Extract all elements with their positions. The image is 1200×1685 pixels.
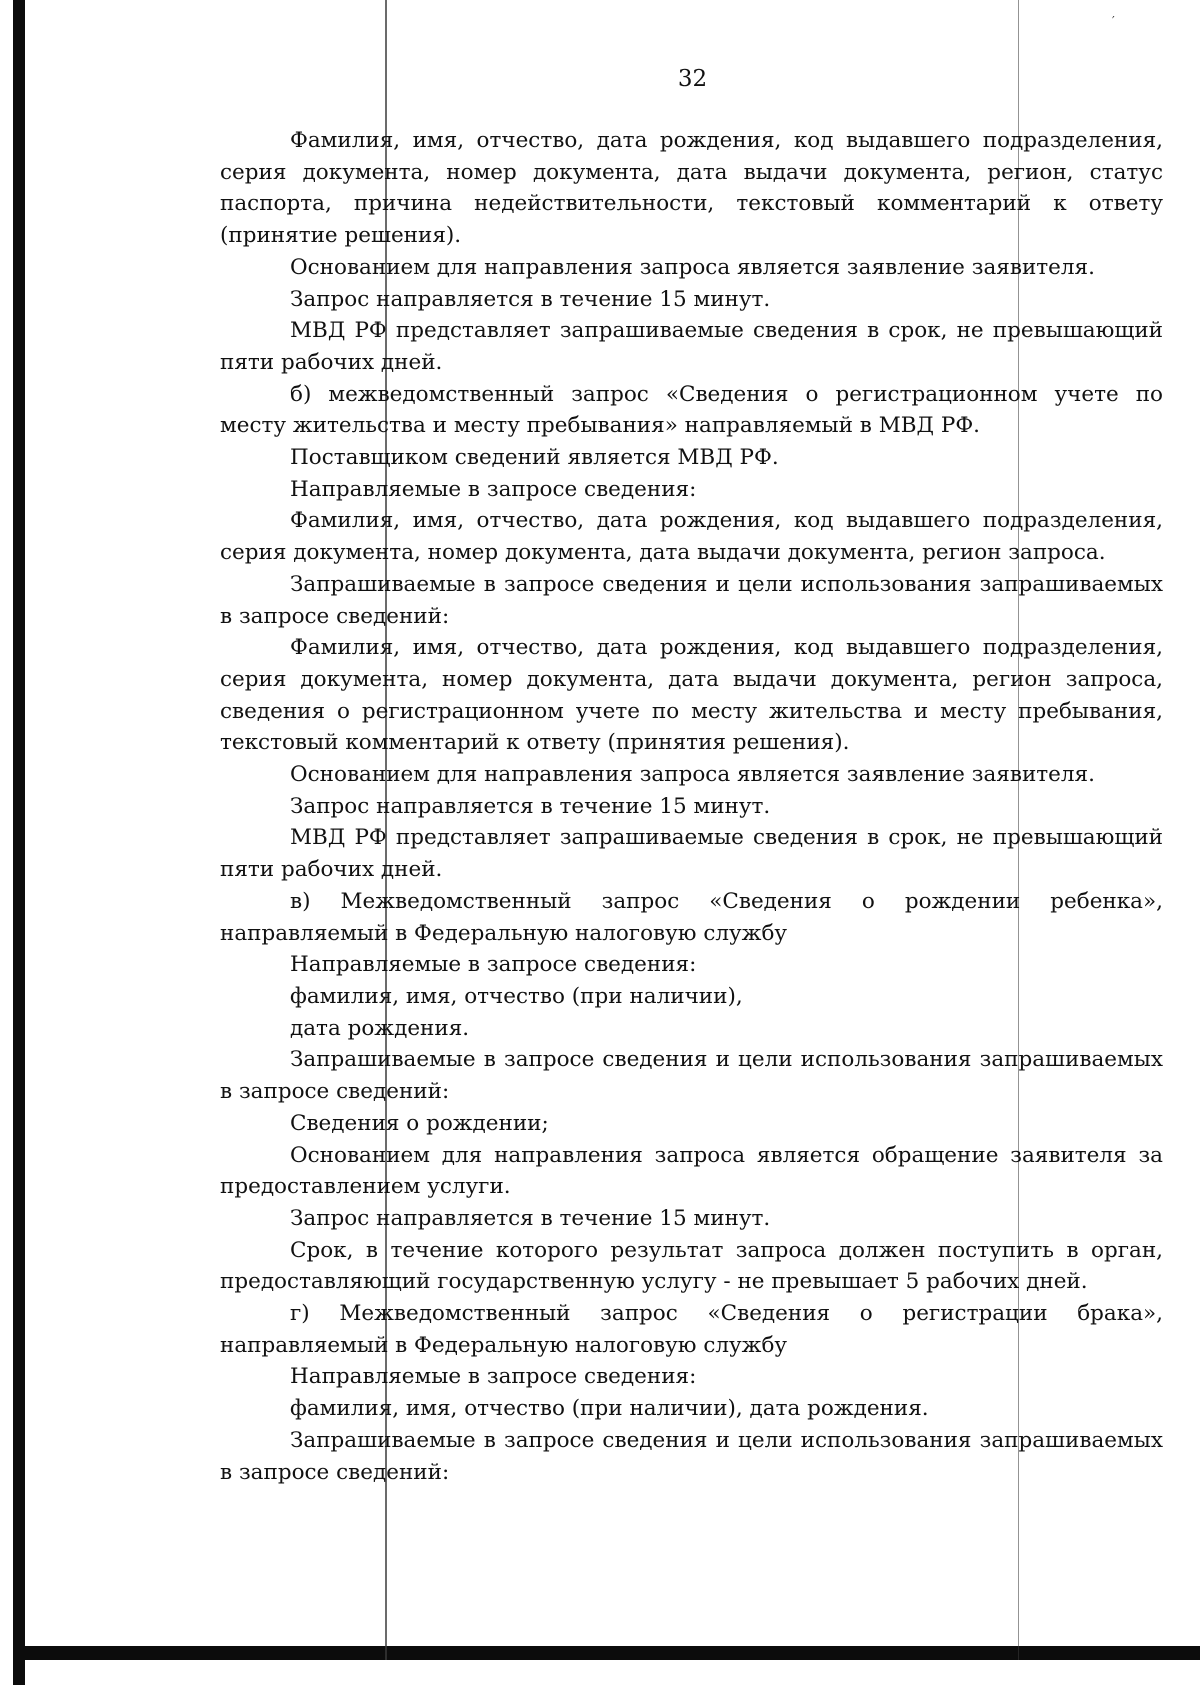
page-number: 32 xyxy=(677,66,708,92)
paragraph: Направляемые в запросе сведения: xyxy=(290,952,697,978)
paragraph: Основанием для направления запроса является заявление заявителя. xyxy=(290,254,1095,280)
paragraph: Сведения о рождении; xyxy=(290,1110,549,1136)
paragraph: Запрос направляется в течение 15 минут. xyxy=(290,286,771,312)
paragraph: фамилия, имя, отчество (при наличии), xyxy=(290,983,743,1009)
paragraph: Поставщиком сведений является МВД РФ. xyxy=(290,445,779,471)
paragraph: Основанием для направления запроса является заявление заявителя. xyxy=(290,762,1095,788)
paragraph: Запрос направляется в течение 15 минут. xyxy=(290,793,771,819)
document-body xyxy=(220,125,1163,1488)
paragraph: Направляемые в запросе сведения: xyxy=(290,1364,697,1390)
paragraph: Фамилия, имя, отчество, дата рождения, код выдавшего подразделения, серия документа, номер документа, дата выдачи документа, регион, статус паспорта, причина недействительности, текстовый комментарий к ответу (принятие решения). xyxy=(220,128,1163,249)
paragraph: Запрашиваемые в запросе сведения и цели использования запрашиваемых в запросе сведений: xyxy=(220,1427,1163,1485)
scan-speck: ′ xyxy=(1112,14,1115,28)
paragraph: фамилия, имя, отчество (при наличии), дата рождения. xyxy=(290,1396,929,1422)
paragraph: Фамилия, имя, отчество, дата рождения, код выдавшего подразделения, серия документа, номер документа, дата выдачи документа, регион запроса, сведения о регистрационном учете по месту жительства и месту пребывания, текстовый комментарий к ответу (принятия решения). xyxy=(220,635,1163,756)
paragraph: МВД РФ представляет запрашиваемые сведения в срок, не превышающий пяти рабочих дней. xyxy=(220,825,1163,883)
paragraph: Запрашиваемые в запросе сведения и цели использования запрашиваемых в запросе сведений: xyxy=(220,1047,1163,1105)
paragraph: дата рождения. xyxy=(290,1015,470,1041)
paragraph: Запрашиваемые в запросе сведения и цели использования запрашиваемых в запросе сведений: xyxy=(220,571,1163,629)
paragraph: Направляемые в запросе сведения: xyxy=(290,476,697,502)
paragraph: б) межведомственный запрос «Сведения о регистрационном учете по месту жительства и месту пребывания» направляемый в МВД РФ. xyxy=(220,381,1163,439)
paragraph: Фамилия, имя, отчество, дата рождения, код выдавшего подразделения, серия документа, номер документа, дата выдачи документа, регион запроса. xyxy=(220,508,1163,566)
paragraph: Основанием для направления запроса является обращение заявителя за предоставлением услуги. xyxy=(220,1142,1163,1200)
paragraph: Срок, в течение которого результат запроса должен поступить в орган, предоставляющий государственную услугу - не превышает 5 рабочих дней. xyxy=(220,1237,1163,1295)
paragraph: г) Межведомственный запрос «Сведения о регистрации брака», направляемый в Федеральную налоговую службу xyxy=(220,1301,1163,1358)
paragraph: в) Межведомственный запрос «Сведения о рождении ребенка», направляемый в Федеральную налоговую службу xyxy=(220,888,1163,946)
scan-edge-left xyxy=(13,0,25,1685)
paragraph: Запрос направляется в течение 15 минут. xyxy=(290,1205,771,1231)
scan-edge-bottom xyxy=(25,1646,1200,1660)
paragraph: МВД РФ представляет запрашиваемые сведения в срок, не превышающий пяти рабочих дней. xyxy=(220,318,1163,375)
